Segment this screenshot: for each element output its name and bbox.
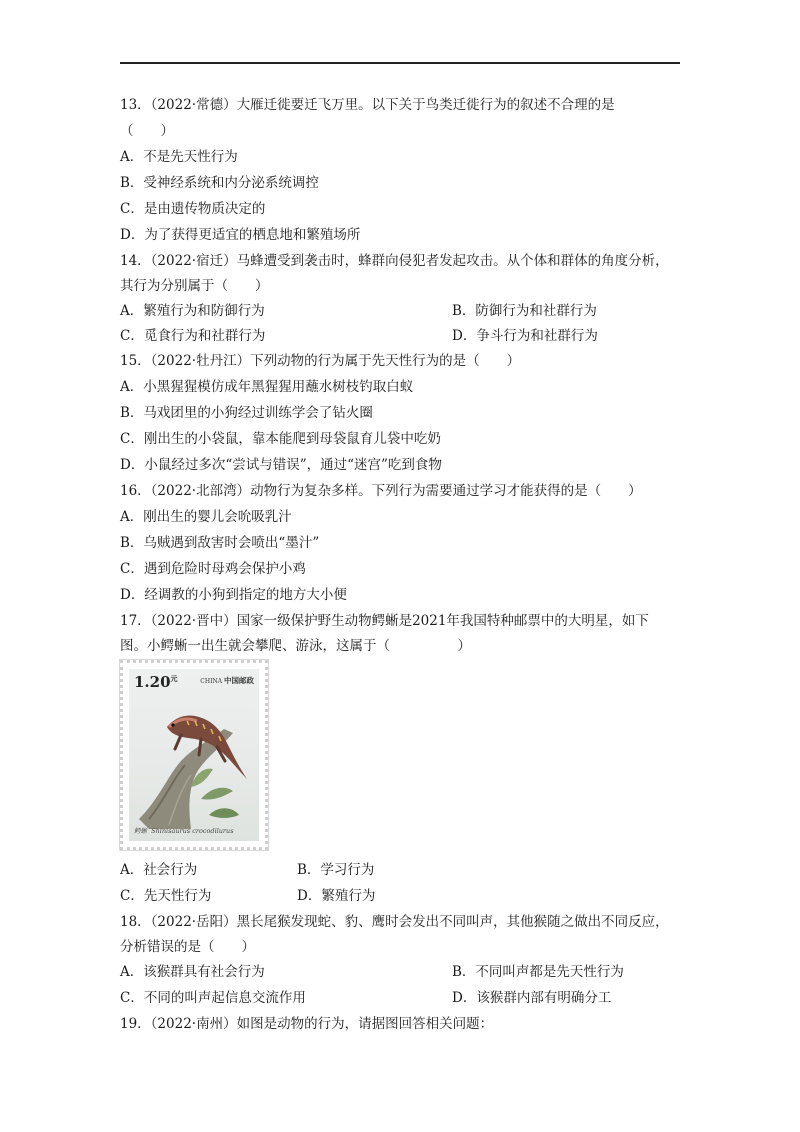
q15-option-d: D．小鼠经过多次“尝试与错误”，通过“迷宫”吃到食物 [120,457,442,473]
stamp-country: CHINA 中国邮政 [200,676,254,685]
q16-stem: 16．（2022·北部湾）动物行为复杂多样。下列行为需要通过学习才能获得的是（ ） [120,483,642,499]
q19-stem: 19．（2022·南州）如图是动物的行为，请据图回答相关问题： [120,1016,494,1032]
q15-stem: 15．（2022·牡丹江）下列动物的行为属于先天性行为的是（ ） [120,353,521,369]
q16-option-a: A．刚出生的婴儿会吮吸乳汁 [120,509,292,525]
q18-option-b: B．不同叫声都是先天性行为 [452,964,624,980]
q18-option-d: D．该猴群内部有明确分工 [452,990,612,1006]
stamp-image [120,660,268,850]
q17-stem-cont: 图。小鳄蜥一出生就会攀爬、游泳，这属于（ ） [120,638,471,654]
q17-option-c: C．先天性行为 [120,888,212,904]
q13-stem: 13．（2022·常德）大雁迁徙要迁飞万里。以下关于鸟类迁徙行为的叙述不合理的是 [120,97,615,113]
q18-option-a: A．该猴群具有社会行为 [120,964,265,980]
q15-option-a: A．小黑猩猩模仿成年黑猩猩用蘸水树枝钓取白蚁 [120,379,414,395]
q17-stem: 17．（2022·晋中）国家一级保护野生动物鳄蜥是2021年我国特种邮票中的大明星，如下 [120,613,649,629]
q14-option-c: C．觅食行为和社群行为 [120,328,266,344]
q14-stem: 14．（2022·宿迁）马蜂遭受到袭击时，蜂群向侵犯者发起攻击。从个体和群体的角度分析， [120,253,669,269]
q13-paren: （ ） [120,123,174,139]
q13-option-a: A．不是先天性行为 [120,149,238,165]
stamp-species: 鳄蜥 Shinisaurus crocodilurus [134,827,234,835]
header-rule [120,62,680,64]
q16-option-c: C．遇到危险时母鸡会保护小鸡 [120,561,306,577]
q17-option-a: A．社会行为 [120,862,198,878]
q16-option-d: D．经调教的小狗到指定的地方大小便 [120,587,347,603]
q13-option-d: D．为了获得更适宜的栖息地和繁殖场所 [120,227,361,243]
q14-stem-cont: 其行为分别属于（ ） [120,278,269,294]
q17-option-d: D．繁殖行为 [297,888,376,904]
q18-option-c: C．不同的叫声起信息交流作用 [120,990,306,1006]
lizard-on-branch-illustration [129,669,259,841]
q13-option-b: B．受神经系统和内分泌系统调控 [120,175,319,191]
q17-option-b: B．学习行为 [297,862,375,878]
q18-stem: 18．（2022·岳阳）黑长尾猴发现蛇、豹、鹰时会发出不同叫声，其他猴随之做出不同反应， [120,914,669,930]
q15-option-b: B．马戏团里的小狗经过训练学会了钻火圈 [120,405,373,421]
q13-option-c: C．是由遗传物质决定的 [120,201,266,217]
stamp-value: $1.20^元$ [134,673,178,691]
q14-option-a: A．繁殖行为和防御行为 [120,303,265,319]
q16-option-b: B．乌贼遇到敌害时会喷出“墨汁” [120,535,320,551]
q14-option-b: B．防御行为和社群行为 [452,303,597,319]
q15-option-c: C．刚出生的小袋鼠，靠本能爬到母袋鼠育儿袋中吃奶 [120,431,441,447]
q18-stem-cont: 分析错误的是（ ） [120,939,255,955]
stamp-artwork [129,669,259,841]
q14-option-d: D．争斗行为和社群行为 [452,328,598,344]
